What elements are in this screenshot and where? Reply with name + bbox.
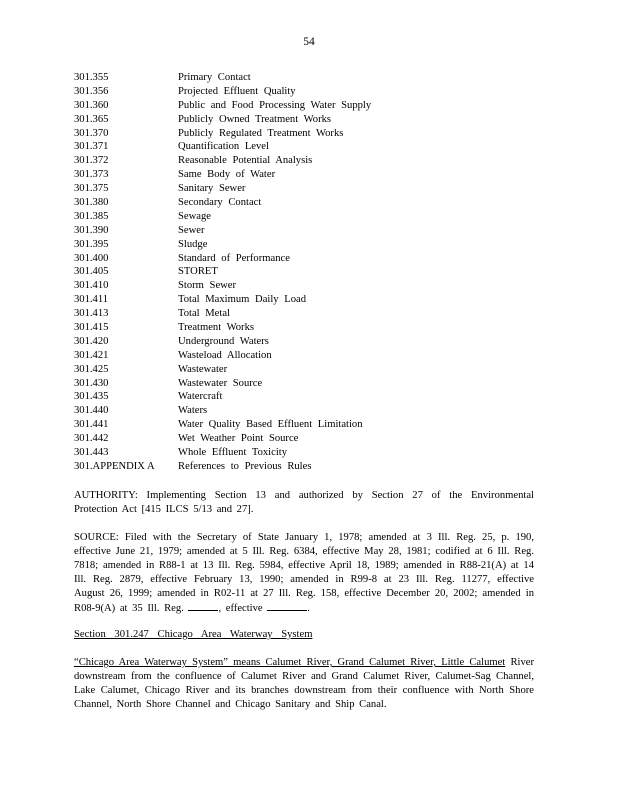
toc-row xyxy=(74,460,544,474)
toc-section-number: 301.410 xyxy=(74,280,109,292)
toc-row xyxy=(74,140,544,154)
toc-section-number: 301.420 xyxy=(74,335,109,347)
definition-paragraph xyxy=(74,656,534,712)
toc-row xyxy=(74,418,544,432)
toc-row xyxy=(74,113,544,127)
toc-section-number: 301.372 xyxy=(74,155,109,167)
toc-section-title: Whole Effluent Toxicity xyxy=(178,447,288,459)
toc-row xyxy=(74,238,544,252)
source-note: SOURCE: Filed with the Secretary of State January 1, 1978; amended at 3 Ill. Reg. 25, p. 190, effective June 21, 1979; amended at 5 Ill. Reg. 6384, effective May 28, 1981; codified at 6 Ill. Reg. 7818; amended in R88-1 at 13 Ill. Reg. 5984, effective April 18, 1989; amended in R88-21(A) at 14 Ill. Reg. 2879, effective February 13, 1990; amended in R99-8 at 23 Ill. Reg. 11277, effective August 26, 1999; amended in R02-11 at 27 Ill. Reg. 158, effective December 20, 2002; amended in R08-9(A) at 35 Ill. Reg. , effective . xyxy=(74,532,534,614)
section-heading: Section 301.247 Chicago Area Waterway System xyxy=(74,629,313,640)
toc-section-number: 301.380 xyxy=(74,197,109,209)
toc-row xyxy=(74,404,544,418)
blank-register-page[interactable] xyxy=(188,601,218,611)
toc-row xyxy=(74,85,544,99)
definition-rest: River downstream from the confluence of Calumet River and Grand Calumet River, Calumet-Sag Channel, Lake Calumet, Chicago River and its branches downstream from their confluence with North Shore Channel, North Shore Channel and Chicago Sanitary and Ship Canal. xyxy=(74,657,534,710)
toc-section-title: Treatment Works xyxy=(178,322,255,334)
toc-row xyxy=(74,210,544,224)
toc-section-number: 301.APPENDIX A xyxy=(74,460,155,472)
toc-section-number: 301.405 xyxy=(74,266,109,278)
toc-section-number: 301.442 xyxy=(74,433,109,445)
toc-section-number: 301.443 xyxy=(74,447,109,459)
toc-section-number: 301.356 xyxy=(74,85,109,97)
toc-section-number: 301.395 xyxy=(74,238,109,250)
toc-section-number: 301.373 xyxy=(74,169,109,181)
toc-section-number: 301.421 xyxy=(74,349,109,361)
toc-section-title: Wastewater Source xyxy=(178,377,263,389)
toc-section-number: 301.415 xyxy=(74,322,109,334)
toc-row xyxy=(74,307,544,321)
definition-first-line: “Chicago Area Waterway System” means Calumet River, Grand Calumet River, Little Calumet xyxy=(74,657,506,668)
source-effective-label: effective xyxy=(225,602,263,614)
toc-section-number: 301.425 xyxy=(74,363,109,375)
toc-row xyxy=(74,335,544,349)
toc-section-title: Wasteload Allocation xyxy=(178,349,272,361)
toc-row xyxy=(74,71,544,85)
toc-row xyxy=(74,279,544,293)
toc-section-title: Watercraft xyxy=(178,391,223,403)
toc-section-title: References to Previous Rules xyxy=(178,460,312,472)
toc-section-title: Waters xyxy=(178,405,208,417)
toc-section-number: 301.430 xyxy=(74,377,109,389)
toc-row xyxy=(74,265,544,279)
toc-section-title: Standard of Performance xyxy=(178,252,290,264)
toc-row xyxy=(74,252,544,266)
toc-section-number: 301.370 xyxy=(74,127,109,139)
toc-row xyxy=(74,182,544,196)
toc-section-title: STORET xyxy=(178,266,218,278)
toc-section-number: 301.435 xyxy=(74,391,109,403)
toc-section-title: Sewer xyxy=(178,224,205,236)
toc-section-number: 301.371 xyxy=(74,141,109,153)
toc-section-title: Public and Food Processing Water Supply xyxy=(178,99,372,111)
toc-section-title: Projected Effluent Quality xyxy=(178,85,296,97)
toc-row xyxy=(74,168,544,182)
toc-section-title: Underground Waters xyxy=(178,335,269,347)
toc-section-title: Wastewater xyxy=(178,363,228,375)
toc-section-title: Sanitary Sewer xyxy=(178,183,246,195)
toc-section-title: Publicly Regulated Treatment Works xyxy=(178,127,344,139)
toc-section-number: 301.400 xyxy=(74,252,109,264)
toc-row xyxy=(74,154,544,168)
table-of-contents xyxy=(74,71,544,474)
toc-section-number: 301.365 xyxy=(74,113,109,125)
toc-section-title: Publicly Owned Treatment Works xyxy=(178,113,332,125)
toc-section-title: Primary Contact xyxy=(178,72,251,83)
toc-row xyxy=(74,446,544,460)
toc-row xyxy=(74,127,544,141)
authority-note: AUTHORITY: Implementing Section 13 and authorized by Section 27 of the Environmental Protection Act [415 ILCS 5/13 and 27]. xyxy=(74,490,534,515)
toc-row xyxy=(74,196,544,210)
toc-row xyxy=(74,432,544,446)
toc-section-title: Water Quality Based Effluent Limitation xyxy=(178,419,363,431)
toc-section-title: Total Maximum Daily Load xyxy=(178,294,307,306)
toc-row xyxy=(74,293,544,307)
toc-section-number: 301.413 xyxy=(74,308,109,320)
toc-row xyxy=(74,377,544,391)
toc-section-title: Secondary Contact xyxy=(178,197,262,209)
toc-section-number: 301.355 xyxy=(74,72,109,83)
toc-section-title: Same Body of Water xyxy=(178,169,276,181)
toc-section-title: Sewage xyxy=(178,210,211,222)
toc-section-title: Wet Weather Point Source xyxy=(178,433,299,445)
toc-section-title: Storm Sewer xyxy=(178,280,237,292)
blank-effective-date[interactable] xyxy=(267,601,307,611)
toc-row xyxy=(74,363,544,377)
toc-row xyxy=(74,224,544,238)
toc-section-number: 301.441 xyxy=(74,419,109,431)
toc-section-title: Total Metal xyxy=(178,308,230,320)
page-number: 54 xyxy=(303,36,315,48)
toc-row xyxy=(74,321,544,335)
toc-section-number: 301.375 xyxy=(74,183,109,195)
toc-section-number: 301.440 xyxy=(74,405,109,417)
toc-section-number: 301.385 xyxy=(74,210,109,222)
toc-section-number: 301.390 xyxy=(74,224,109,236)
toc-section-title: Quantification Level xyxy=(178,141,269,153)
toc-section-number: 301.360 xyxy=(74,99,109,111)
toc-section-title: Sludge xyxy=(178,238,208,250)
source-text: SOURCE: Filed with the Secretary of State January 1, 1978; amended at 3 Ill. Reg. 25, p. 190, effective June 21, 1979; amended at 5 Ill. Reg. 6384, effective May 28, 1981; codified at 6 Ill. Reg. 7818; amended in R88-1 at 13 Ill. Reg. 5984, effective April 18, 1989; amended in R88-21(A) at 14 Ill. Reg. 2879, effective February 13, 1990; amended in R99-8 at 23 Ill. Reg. 11277, effective August 26, 1999; amended in R02-11 at 27 Ill. Reg. 158, effective December 20, 2002; amended in R08-9(A) at 35 Ill. Reg. xyxy=(74,532,534,614)
toc-row xyxy=(74,349,544,363)
toc-row xyxy=(74,99,544,113)
toc-section-number: 301.411 xyxy=(74,294,109,306)
toc-row xyxy=(74,390,544,404)
toc-section-title: Reasonable Potential Analysis xyxy=(178,155,313,167)
